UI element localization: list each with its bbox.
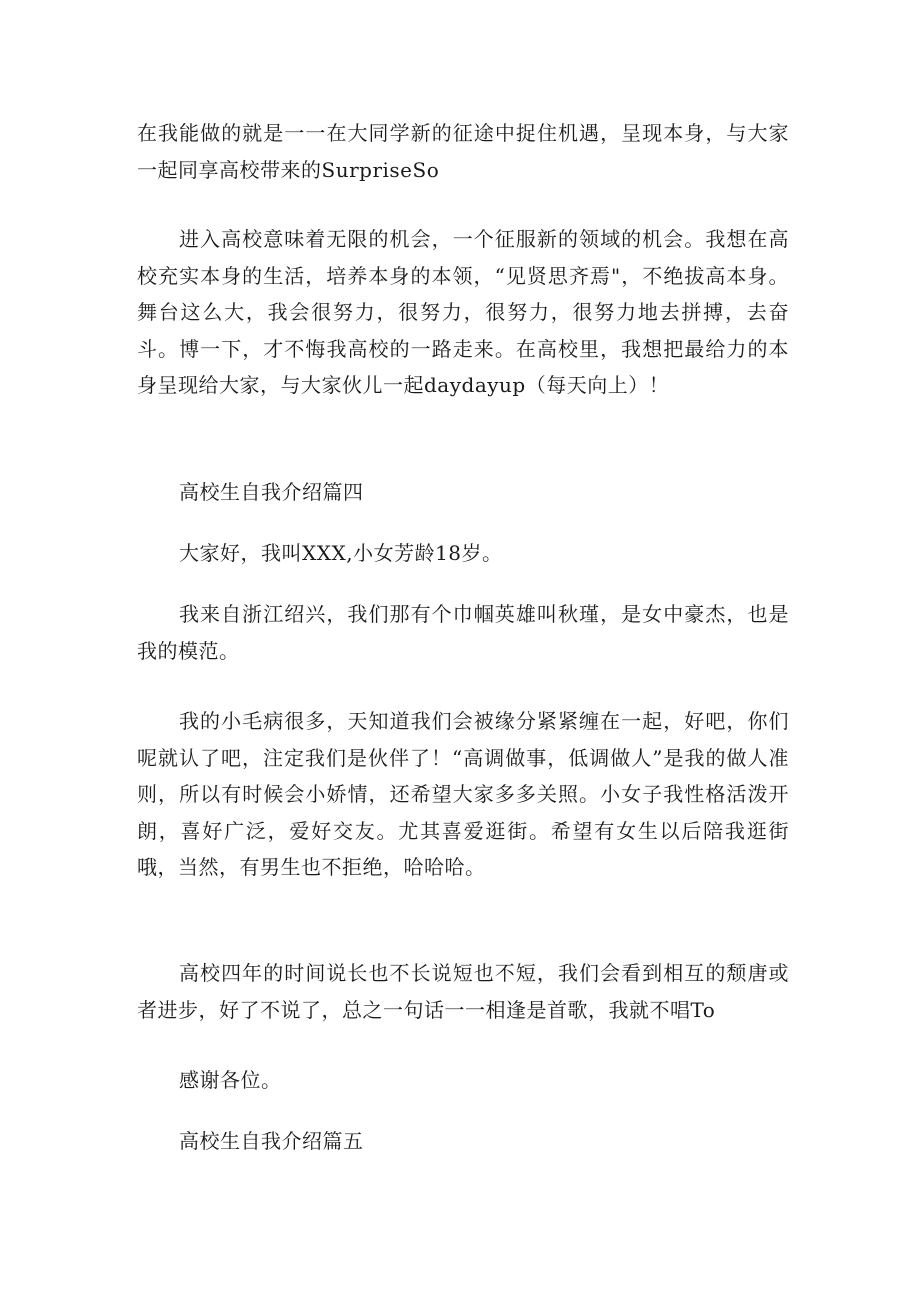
- section-heading-5: 高校生自我介绍篇五: [179, 1129, 364, 1153]
- paragraph-4: 我来自浙江绍兴，我们那有个巾帼英雄叫秋瑾，是女中豪杰，也是我的模范。: [137, 602, 789, 663]
- paragraph-2: 进入高校意味着无限的机会，一个征服新的领域的机会。我想在高校充实本身的生活，培养本身的本领，“见贤思齐焉"，不绝拔高本身。舞台这么大，我会很努力，很努力，很努力，很努力地去拼搏，去奋斗。博一下，才不悔我高校的一路走来。在高校里，我想把最给力的本身呈现给大家，与大家伙儿一起daydayup（每天向上）！: [137, 227, 789, 397]
- paragraph-1: 在我能做的就是一一在大同学新的征途中捉住机遇，呈现本身，与大家一起同享高校带来的SurpriseSo: [137, 121, 789, 182]
- section-heading-4: 高校生自我介绍篇四: [179, 480, 364, 504]
- paragraph-7: 感谢各位。: [179, 1068, 282, 1092]
- paragraph-6: 高校四年的时间说长也不长说短也不短，我们会看到相互的颓唐或者进步，好了不说了，总之一句话一一相逢是首歌，我就不唱To: [137, 961, 789, 1022]
- paragraph-3: 大家好，我叫XXX,小女芳龄18岁。: [179, 541, 503, 565]
- paragraph-5: 我的小毛病很多，天知道我们会被缘分紧紧缠在一起，好吧，你们呢就认了吧，注定我们是伙伴了！“高调做事，低调做人”是我的做人准则，所以有时候会小娇情，还希望大家多多关照。小女子我性格活泼开朗，喜好广泛，爱好交友。尤其喜爱逛街。希望有女生以后陪我逛街哦，当然，有男生也不拒绝，哈哈哈。: [137, 709, 789, 879]
